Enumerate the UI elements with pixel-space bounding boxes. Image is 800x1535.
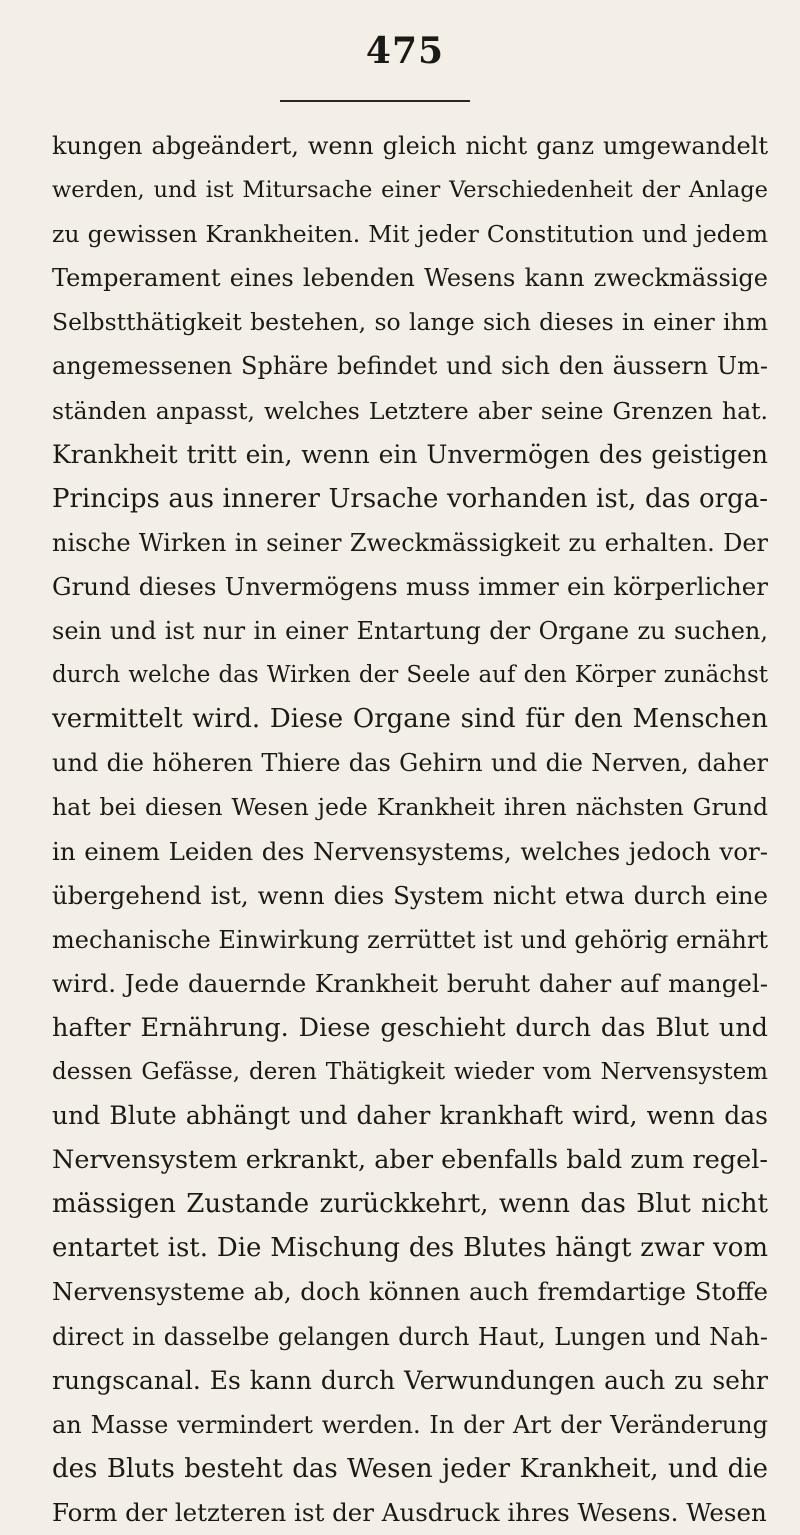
text-line: nische Wirken in seiner Zweckmässigkeit zu erhalten. Der: [52, 528, 768, 557]
text-line: und die höheren Thiere das Gehirn und die Nerven, daher: [52, 749, 768, 778]
text-line: ständen anpasst, welches Letztere aber seine Grenzen hat.: [52, 396, 768, 425]
text-line: übergehend ist, wenn dies System nicht etwa durch eine: [52, 880, 768, 910]
text-line: Princips aus innerer Ursache vorhanden ist, das orga-: [52, 483, 768, 514]
text-line: Grund dieses Unvermögens muss immer ein körperlicher: [52, 571, 768, 601]
text-line: sein und ist nur in einer Entartung der Organe zu suchen,: [52, 617, 768, 646]
text-line: an Masse vermindert werden. In der Art der Veränderung: [52, 1410, 768, 1439]
text-line: Selbstthätigkeit bestehen, so lange sich dieses in einer ihm: [52, 308, 768, 337]
text-line: Nervensystem erkrankt, aber ebenfalls bald zum regel-: [52, 1145, 768, 1176]
text-line: angemessenen Sphäre befindet und sich den äussern Um-: [52, 352, 768, 381]
text-line: Krankheit tritt ein, wenn ein Unvermögen des geistigen: [52, 439, 768, 469]
header-rule: [280, 100, 470, 102]
text-line: rungscanal. Es kann durch Verwundungen auch zu sehr: [52, 1365, 768, 1395]
text-line: direct in dasselbe gelangen durch Haut, Lungen und Nah-: [52, 1322, 768, 1351]
body-text: [52, 124, 768, 1535]
text-line: hat bei diesen Wesen jede Krankheit ihren nächsten Grund: [52, 793, 768, 822]
text-line: Temperament eines lebenden Wesens kann zweckmässige: [52, 264, 768, 293]
text-line: Form der letzteren ist der Ausdruck ihres Wesens. Wesen: [52, 1497, 767, 1527]
text-line: und Blute abhängt und daher krankhaft wird, wenn das: [52, 1101, 768, 1131]
text-line: des Bluts besteht das Wesen jeder Krankheit, und die: [52, 1453, 768, 1484]
text-line: durch welche das Wirken der Seele auf den Körper zunächst: [52, 662, 768, 689]
text-line: dessen Gefässe, deren Thätigkeit wieder vom Nervensystem: [52, 1058, 768, 1085]
text-line: entartet ist. Die Mischung des Blutes hängt zwar vom: [52, 1233, 768, 1264]
text-line: kungen abgeändert, wenn gleich nicht ganz umgewandelt: [52, 132, 768, 160]
text-line: hafter Ernährung. Diese geschieht durch das Blut und: [52, 1012, 768, 1043]
text-line: zu gewissen Krankheiten. Mit jeder Constitution und jedem: [52, 220, 768, 249]
text-line: vermittelt wird. Diese Organe sind für den Menschen: [52, 704, 768, 735]
text-line: wird. Jede dauernde Krankheit beruht daher auf mangel-: [52, 968, 768, 998]
page-number: 475: [365, 30, 445, 72]
text-line: werden, und ist Mitursache einer Verschiedenheit der Anlage: [52, 177, 768, 204]
text-line: mässigen Zustande zurückkehrt, wenn das Blut nicht: [52, 1189, 768, 1220]
text-line: in einem Leiden des Nervensystems, welches jedoch vor-: [52, 836, 768, 866]
text-line: mechanische Einwirkung zerrüttet ist und gehörig ernährt: [52, 925, 768, 954]
text-line: Nervensysteme ab, doch können auch fremdartige Stoffe: [52, 1277, 768, 1307]
